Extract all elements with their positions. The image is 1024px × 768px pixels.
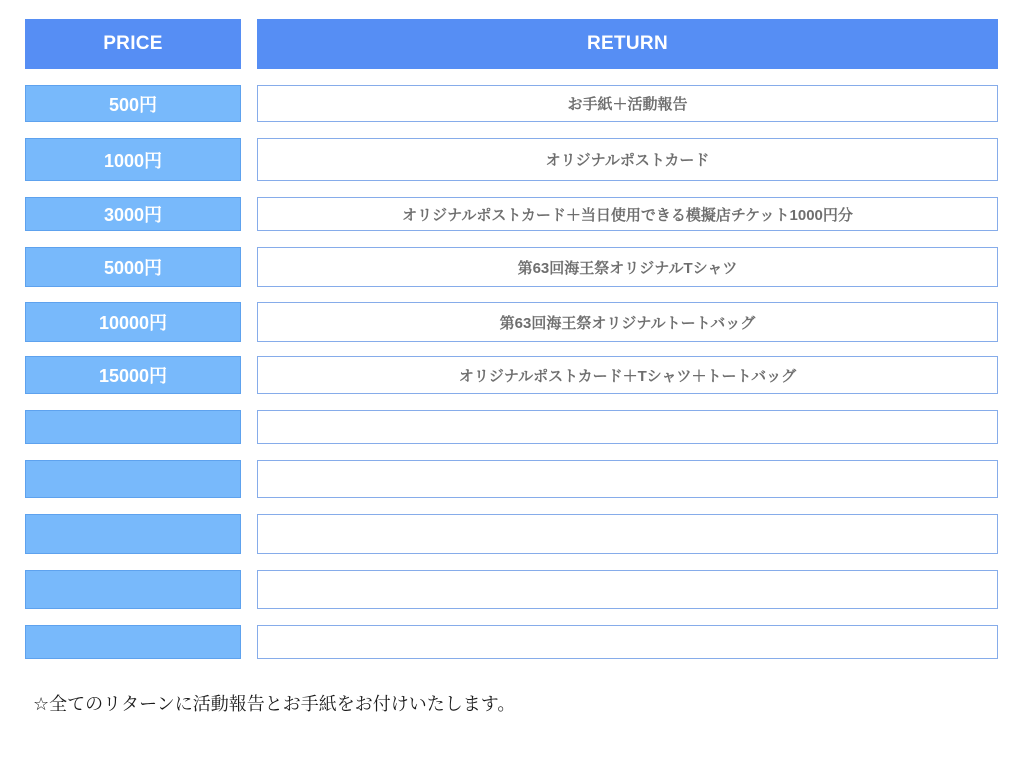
footer-note: ☆全てのリターンに活動報告とお手紙をお付けいたします。 (33, 694, 516, 715)
price-cell (25, 247, 241, 287)
return-cell (257, 85, 998, 122)
price-value: 5000円 (103, 258, 163, 278)
return-header-label: RETURN (587, 33, 668, 54)
return-value: お手紙＋活動報告 (567, 96, 688, 113)
price-cell (25, 410, 241, 444)
price-cell (25, 197, 241, 231)
price-cell (25, 302, 241, 342)
price-value: 3000円 (103, 205, 163, 225)
price-cell (25, 85, 241, 122)
return-cell (257, 625, 998, 659)
return-value: オリジナルポストカード＋Tシャツ＋トートバッグ (458, 367, 797, 385)
price-cell (25, 514, 241, 554)
price-cell (25, 460, 241, 498)
price-value: 1000円 (103, 150, 163, 171)
return-value: 第63回海王祭オリジナルトートバッグ (499, 314, 756, 332)
return-cell (257, 302, 998, 342)
return-cell (257, 356, 998, 394)
return-cell (257, 197, 998, 231)
return-cell (257, 460, 998, 498)
return-cell (257, 410, 998, 444)
price-cell (25, 625, 241, 659)
price-value: 15000円 (98, 366, 168, 386)
return-cell (257, 514, 998, 554)
price-cell (25, 570, 241, 609)
return-value: オリジナルポストカード (545, 152, 710, 169)
price-value: 500円 (108, 94, 158, 115)
price-column-header (25, 19, 241, 69)
return-cell (257, 570, 998, 609)
price-header-label: PRICE (103, 33, 163, 54)
return-cell (257, 138, 998, 181)
return-column-header (257, 19, 998, 69)
return-value: オリジナルポストカード＋当日使用できる模擬店チケット1000円分 (402, 206, 853, 224)
return-cell (257, 247, 998, 287)
return-value: 第63回海王祭オリジナルTシャツ (517, 259, 738, 277)
price-value: 10000円 (98, 313, 168, 333)
price-cell (25, 138, 241, 181)
price-cell (25, 356, 241, 394)
